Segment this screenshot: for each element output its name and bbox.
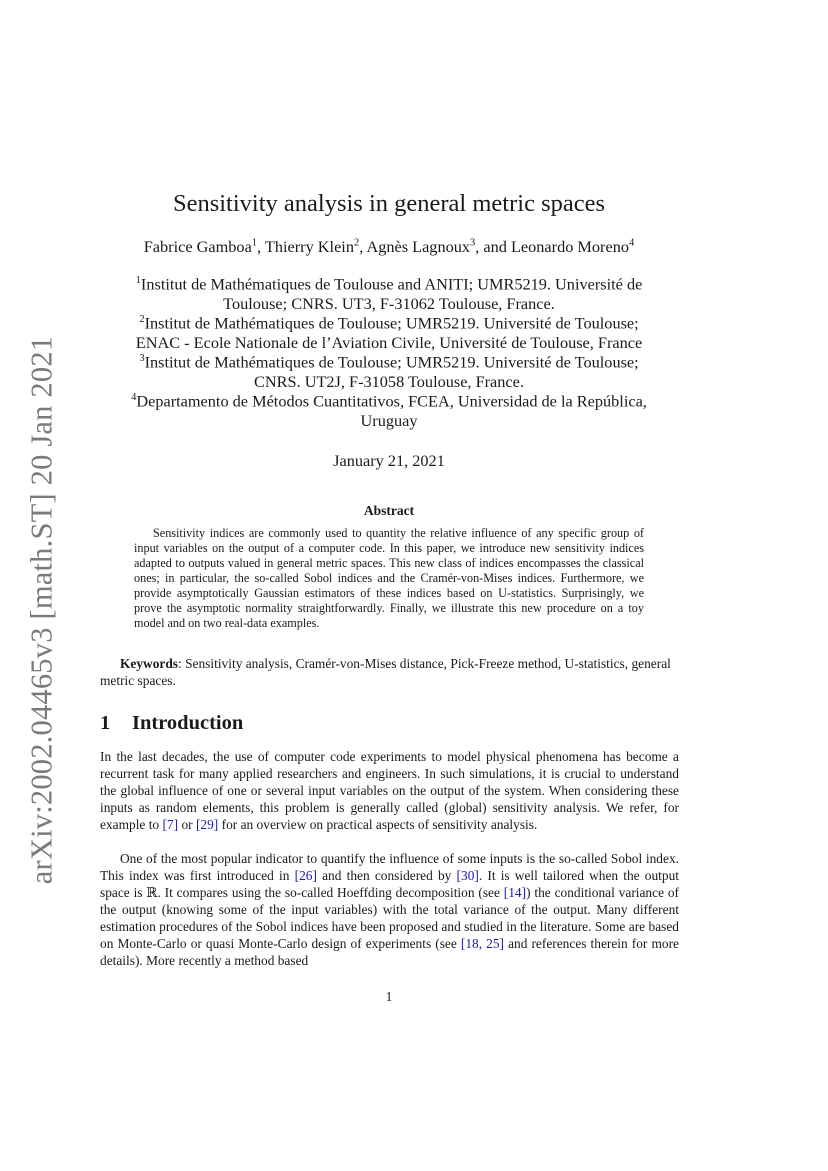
affiliation-line: Institut de Mathématiques de Toulouse; UMR5219. Université de Toulouse; bbox=[144, 313, 639, 333]
affiliation-2 bbox=[0, 310, 778, 353]
paper-title: Sensitivity analysis in general metric spaces bbox=[172, 190, 606, 217]
author-mark: 4 bbox=[628, 237, 635, 249]
affiliation-mark: 1 bbox=[135, 275, 141, 286]
affiliation-line: CNRS. UT2J, F-31058 Toulouse, France. bbox=[254, 372, 524, 392]
affiliation-line: Uruguay bbox=[360, 411, 418, 431]
affiliation-1 bbox=[0, 271, 778, 314]
citation-link[interactable]: [18, 25] bbox=[460, 936, 504, 951]
author-name: Agnès Lagnoux bbox=[366, 237, 471, 256]
page-number: 1 bbox=[385, 989, 393, 1004]
abstract-heading: Abstract bbox=[363, 503, 415, 518]
paragraph-text: for an overview on practical aspects of sensitivity analysis. bbox=[218, 817, 538, 832]
author-mark: 1 bbox=[251, 237, 258, 249]
keywords-label: Keywords bbox=[120, 656, 179, 671]
author-separator: , bbox=[359, 237, 367, 256]
affiliation-mark: 3 bbox=[139, 353, 145, 364]
abstract-text: Sensitivity indices are commonly used to quantity the relative influence of any specific group of input variables on the output of a computer code. In this paper, we introduce new sensitivity indices adapted to outputs valued in general metric spaces. This new class of indices encompasses the classical ones; in particular, the so-called Sobol indices and the Cramér-von-Mises indices. Furthermore, we provide asymptotically Gaussian estimators of these indices based on U-statistics. Surprisingly, we prove the asymptotic normality straightforwardly. Finally, we illustrate this new procedure on a toy model and on two real-data examples. bbox=[134, 526, 644, 630]
arxiv-side-stamp bbox=[20, 335, 64, 885]
affiliation-3 bbox=[0, 349, 778, 392]
affiliation-4 bbox=[0, 388, 778, 431]
affiliation-line: Institut de Mathématiques de Toulouse and ANITI; UMR5219. Université de bbox=[140, 274, 643, 294]
citation-link[interactable]: [29] bbox=[195, 817, 219, 832]
paragraph-text: ) the conditional variance of the output (knowing some of the input variables) with the total variance of the output. Many different estimation procedures of the Sobol indices have been proposed and studied in the literature. Some are based on Monte-Carlo or quasi Monte-Carlo design of experiments (see bbox=[100, 885, 680, 951]
affiliation-line: ENAC - Ecole Nationale de l’Aviation Civile, Université de Toulouse, France bbox=[135, 333, 643, 353]
affiliation-line: Toulouse; CNRS. UT3, F-31062 Toulouse, France. bbox=[223, 294, 555, 314]
keywords-text: : Sensitivity analysis, Cramér-von-Mises distance, Pick-Freeze method, U-statistics, general metric spaces. bbox=[100, 656, 671, 688]
paragraph-text: In the last decades, the use of computer code experiments to model physical phenomena has become a recurrent task for many applied researchers and engineers. In such simulations, it is crucial to understand the global influence of one or several input variables on the output of the system. When considering these inputs as random elements, this problem is generally called (global) sensitivity analysis. We refer, for example to bbox=[100, 749, 679, 832]
author-mark: 2 bbox=[353, 237, 360, 249]
section-title: Introduction bbox=[132, 712, 244, 734]
paragraph-1 bbox=[100, 748, 679, 833]
section-heading bbox=[100, 712, 243, 735]
citation-link[interactable]: [26] bbox=[294, 868, 317, 883]
paper-date: January 21, 2021 bbox=[333, 451, 445, 470]
paragraph-2 bbox=[100, 850, 679, 969]
paragraph-text: or bbox=[178, 817, 196, 832]
paragraph-text: and then considered by bbox=[316, 868, 457, 883]
arxiv-identifier: arXiv:2002.04465v3 [math.ST] 20 Jan 2021 bbox=[24, 335, 59, 885]
citation-link[interactable]: [14] bbox=[503, 885, 527, 900]
keywords bbox=[100, 655, 688, 689]
author-name: Leonardo Moreno bbox=[510, 237, 629, 256]
author-mark: 3 bbox=[470, 237, 476, 249]
paragraph-text: . It is well tailored when the output space is ℝ. It compares using the so-called Hoeffding decomposition (see bbox=[100, 868, 680, 900]
affiliation-line: Institut de Mathématiques de Toulouse; UMR5219. Université de Toulouse; bbox=[144, 352, 639, 372]
citation-link[interactable]: [7] bbox=[162, 817, 179, 832]
section-number: 1 bbox=[100, 712, 111, 734]
affiliation-mark: 2 bbox=[139, 314, 145, 325]
author-list bbox=[0, 237, 778, 257]
affiliation-mark: 4 bbox=[131, 392, 137, 403]
author-separator: , bbox=[257, 237, 265, 256]
author-separator: , and bbox=[475, 237, 511, 256]
paragraph-text: and references therein for more details). More recently a method based bbox=[100, 936, 679, 968]
citation-link[interactable]: [30] bbox=[456, 868, 479, 883]
author-name: Fabrice Gamboa bbox=[143, 237, 252, 256]
affiliation-line: Departamento de Métodos Cuantitativos, FCEA, Universidad de la República, bbox=[136, 391, 647, 411]
paragraph-text: One of the most popular indicator to quantify the influence of some inputs is the so-called Sobol index. This index was first introduced in bbox=[100, 851, 679, 883]
author-name: Thierry Klein bbox=[264, 237, 354, 256]
